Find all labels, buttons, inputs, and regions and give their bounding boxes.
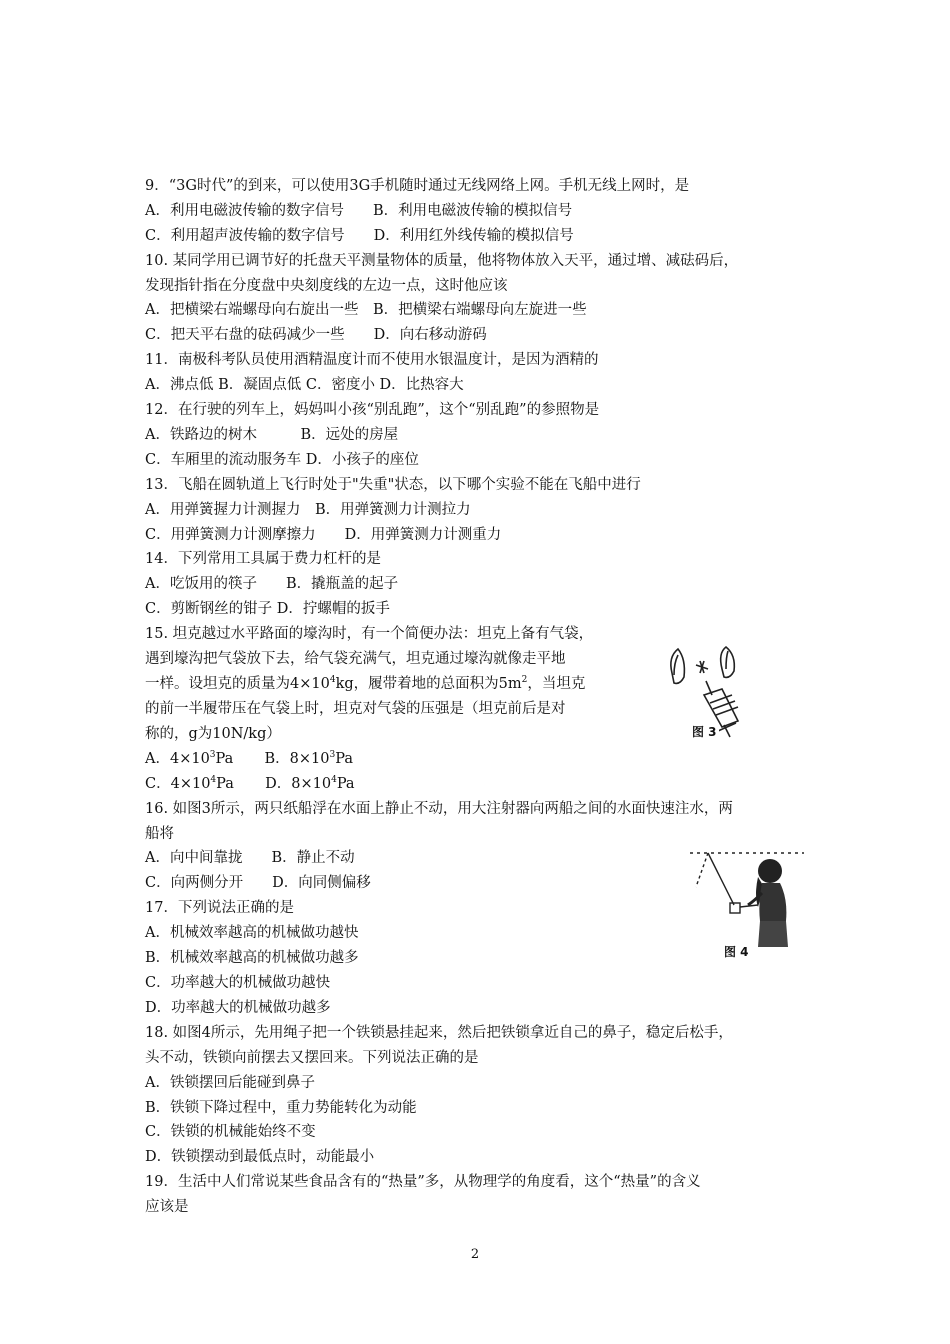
q15-options-cd — [145, 774, 355, 794]
q18-option-b: B．铁锁下降过程中，重力势能转化为动能 — [145, 1100, 417, 1116]
q19-stem-line2: 应该是 — [145, 1199, 189, 1215]
q9-stem: 9．“3G时代”的到来，可以使用3G手机随时通过无线网络上网。手机无线上网时，是 — [145, 178, 690, 194]
q16-stem-line1: 16. 如图3所示，两只纸船浮在水面上静止不动，用大注射器向两船之间的水面快速注水，两 — [145, 801, 733, 817]
page-number: 2 — [470, 1247, 480, 1262]
q17-stem: 17．下列说法正确的是 — [145, 900, 294, 916]
q17-option-d: D．功率越大的机械做功越多 — [145, 1000, 331, 1016]
q11-options: A．沸点低 B．凝固点低 C．密度小 D．比热容大 — [145, 377, 464, 393]
q15-option-d: D．$8\times 10^4Pa$ — [265, 775, 355, 792]
q15-option-c: C．$4\times 10^4Pa$ — [145, 775, 234, 792]
figure-4 — [688, 847, 806, 961]
q15-stem-line1: 15. 坦克越过水平路面的壕沟时，有一个简便办法：坦克上备有气袋， — [145, 626, 594, 642]
q17-option-a: A．机械效率越高的机械做功越快 — [145, 925, 359, 941]
q15-stem-line3: 一样。设坦克的质量为$4\times 10^4kg$，履带着地的总面积为$5m^2$，当坦克 — [145, 675, 586, 692]
q15-option-a: A．$4\times 10^3Pa$ — [145, 750, 234, 767]
q12-options-cd: C．车厢里的流动服务车 D．小孩子的座位 — [145, 452, 419, 468]
q18-option-a: A．铁锁摆回后能碰到鼻子 — [145, 1075, 315, 1091]
q13-options-ab: A．用弹簧握力计测握力 B．用弹簧测力计测拉力 — [145, 502, 471, 518]
q9-options-cd: C．利用超声波传输的数字信号 D．利用红外线传输的模拟信号 — [145, 228, 574, 244]
q14-options-cd: C．剪断钢丝的钳子 D．拧螺帽的扳手 — [145, 601, 390, 617]
q19-stem-line1: 19．生活中人们常说某些食品含有的“热量”多，从物理学的角度看，这个“热量”的含义 — [145, 1174, 701, 1190]
q18-stem-line1: 18. 如图4所示，先用绳子把一个铁锁悬挂起来，然后把铁锁拿近自己的鼻子，稳定后松手， — [145, 1025, 733, 1041]
q15-stem-line5: 称的，g为10N/kg） — [145, 726, 281, 742]
figure-3 — [660, 645, 765, 741]
q18-stem-line2: 头不动，铁锁向前摆去又摆回来。下列说法正确的是 — [145, 1050, 479, 1066]
q10-stem-line1: 10. 某同学用已调节好的托盘天平测量物体的质量，他将物体放入天平，通过增、减砝码后， — [145, 253, 739, 269]
q11-stem: 11．南极科考队员使用酒精温度计而不使用水银温度计，是因为酒精的 — [145, 352, 599, 368]
q17-option-c: C．功率越大的机械做功越快 — [145, 975, 331, 991]
q14-stem: 14．下列常用工具属于费力杠杆的是 — [145, 551, 381, 567]
q15-stem-line2: 遇到壕沟把气袋放下去，给气袋充满气，坦克通过壕沟就像走平地 — [145, 651, 566, 667]
q16-options-cd: C．向两侧分开 D．向同侧偏移 — [145, 875, 371, 891]
q10-options-cd: C．把天平右盘的砝码减少一些 D．向右移动游码 — [145, 327, 487, 343]
q16-stem-line2: 船将 — [145, 826, 174, 842]
q13-stem: 13．飞船在圆轨道上飞行时处于"失重"状态，以下哪个实验不能在飞船中进行 — [145, 477, 641, 493]
figure-4-caption: 图 4 — [724, 945, 749, 959]
q15-stem-line4: 的前一半履带压在气袋上时，坦克对气袋的压强是（坦克前后是对 — [145, 701, 566, 717]
q13-options-cd: C．用弹簧测力计测摩擦力 D．用弹簧测力计测重力 — [145, 527, 502, 543]
q18-option-d: D．铁锁摆动到最低点时，动能最小 — [145, 1149, 375, 1165]
q16-options-ab: A．向中间靠拢 B．静止不动 — [145, 850, 355, 866]
q15-option-b: B．$8\times 10^3Pa$ — [264, 750, 353, 767]
q10-options-ab: A．把横梁右端螺母向右旋出一些 B．把横梁右端螺母向左旋进一些 — [145, 302, 587, 318]
q14-options-ab: A．吃饭用的筷子 B．撬瓶盖的起子 — [145, 576, 399, 592]
q17-option-b: B．机械效率越高的机械做功越多 — [145, 950, 359, 966]
q10-stem-line2: 发现指针指在分度盘中央刻度线的左边一点，这时他应该 — [145, 278, 508, 294]
figure-3-caption: 图 3 — [692, 725, 717, 739]
q18-option-c: C．铁锁的机械能始终不变 — [145, 1124, 316, 1140]
q15-options-ab — [145, 749, 353, 769]
q12-options-ab: A．铁路边的树木 B．远处的房屋 — [145, 427, 399, 443]
q12-stem: 12．在行驶的列车上，妈妈叫小孩“别乱跑”，这个“别乱跑”的参照物是 — [145, 402, 600, 418]
q9-options-ab: A．利用电磁波传输的数字信号 B．利用电磁波传输的模拟信号 — [145, 203, 573, 219]
